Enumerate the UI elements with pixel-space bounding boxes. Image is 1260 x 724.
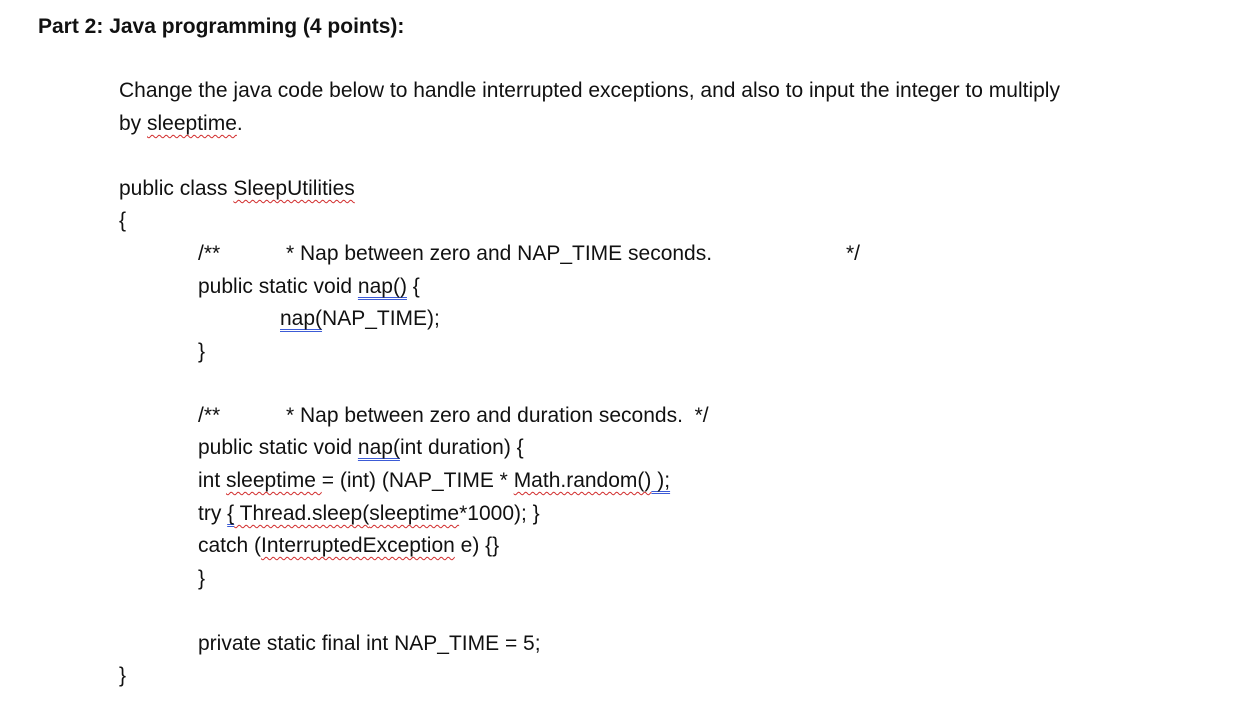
nap-call-rest: NAP_TIME); [322,307,440,330]
class-name: SleepUtilities [233,177,355,200]
nap2-decl-name: nap( [357,436,400,459]
nap-decl-prefix: public static void [198,275,358,298]
try-prefix: try [198,502,228,525]
try-statement [198,500,540,528]
comment-2-text: * Nap between zero and duration seconds. */ [286,404,709,427]
sleep-var: sleeptime [226,469,322,492]
comment-1-close: */ [846,242,861,265]
nap-decl-suffix: { [406,275,420,298]
instructions-line-2 [119,110,243,138]
nap2-decl-prefix: public static void [198,436,358,459]
catch-exception: InterruptedException [261,534,455,557]
nap2-decl-rest: int duration) { [399,436,524,459]
sleep-prefix: int [198,469,227,492]
class-close-brace: } [119,664,127,687]
try-var: sleeptime [369,502,460,525]
class-open-brace: { [119,209,127,232]
comment-1-text: * Nap between zero and NAP_TIME seconds. [286,242,713,265]
nap-call-statement [280,305,440,333]
nap-close-brace: } [198,340,206,363]
section-heading: Part 2: Java programming (4 points): [38,15,405,38]
sleeptime-statement [198,467,670,495]
nap-decl-name: nap() [357,275,407,298]
instructions-prefix: by [119,112,148,135]
nap2-close-brace: } [198,567,206,590]
nap-call-name: nap( [280,307,323,330]
class-declaration [119,175,355,203]
nap-method-declaration [198,273,420,301]
instructions-suffix: . [236,112,243,135]
try-brace: { [227,502,235,525]
nap-duration-declaration [198,434,524,462]
try-end: *1000); } [459,502,540,525]
catch-statement [198,532,499,560]
sleep-end: ); [651,469,671,492]
class-decl-prefix: public class [119,177,234,200]
comment-1-open: /** [198,242,221,265]
instructions-line-1: Change the java code below to handle interrupted exceptions, and also to input the integer to multiply [119,79,1060,102]
catch-end: e) {} [454,534,500,557]
math-random-call: Math.random() [513,469,652,492]
misspelled-word: sleeptime [147,112,237,135]
nap-time-field: private static final int NAP_TIME = 5; [198,632,541,655]
catch-prefix: catch ( [198,534,262,557]
comment-2-open: /** [198,404,221,427]
sleep-mid: = (int) (NAP_TIME * [321,469,514,492]
try-body: Thread.sleep( [234,502,370,525]
